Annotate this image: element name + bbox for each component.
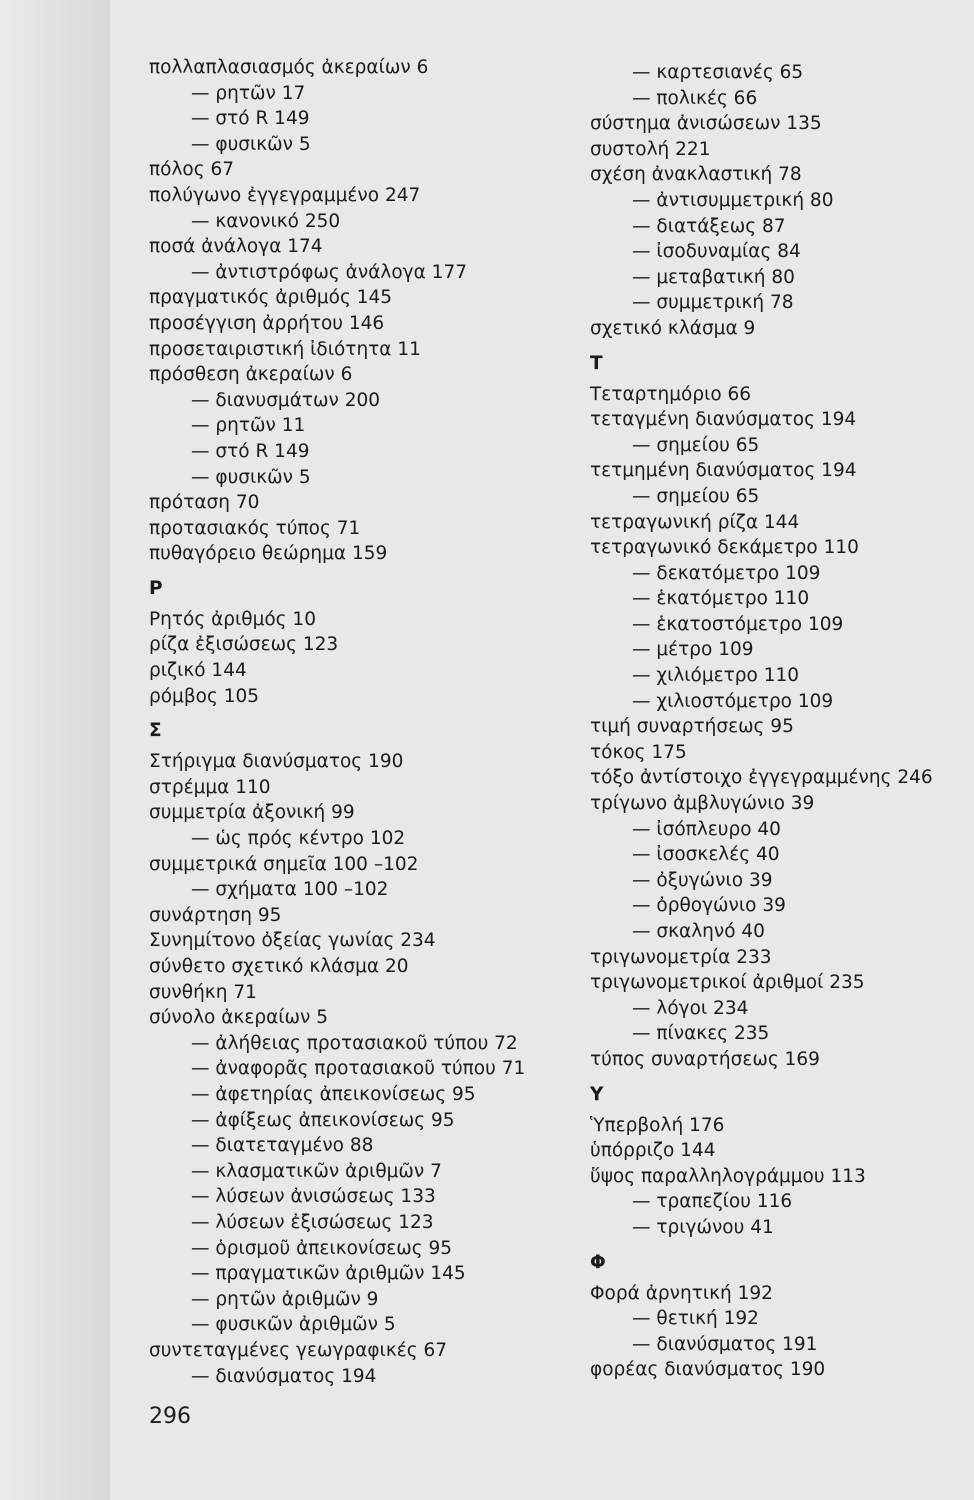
index-subentry: — τριγώνου 41: [632, 1216, 774, 1238]
book-spine-margin: [0, 0, 110, 1500]
index-entry: τύπος συναρτήσεως 169: [590, 1048, 820, 1070]
index-entry: πρόταση 70: [149, 492, 260, 514]
index-subentry: — ἀντιστρόφως ἀνάλογα 177: [191, 261, 467, 283]
index-subentry: — σκαληνό 40: [632, 921, 765, 942]
index-subentry: — ὀξυγώνιο 39: [632, 869, 773, 891]
index-letter-heading: Υ: [590, 1083, 604, 1105]
index-subentry: — φυσικῶν 5: [191, 133, 311, 155]
index-subentry: — πολικές 66: [632, 87, 758, 109]
index-entry: σχέση ἀνακλαστική 78: [590, 164, 802, 186]
index-entry: ὕψος παραλληλογράμμου 113: [590, 1165, 866, 1187]
index-entry: Φορά ἀρνητική 192: [590, 1282, 773, 1304]
index-entry: τριγωνομετρία 233: [590, 946, 772, 968]
index-entry: ρόμβος 105: [149, 685, 260, 707]
index-entry: πραγματικός ἀριθμός 145: [149, 287, 393, 309]
index-entry: τεταγμένη διανύσματος 194: [590, 409, 857, 431]
index-subentry: — σημείου 65: [632, 434, 760, 456]
index-entry: ρίζα ἐξισώσεως 123: [149, 634, 339, 656]
index-entry: σύνολο ἀκεραίων 5: [149, 1007, 329, 1029]
index-subentry: — κανονικό 250: [191, 210, 341, 232]
index-entry: πόλος 67: [149, 159, 235, 181]
index-subentry: — ὁρισμοῦ ἀπεικονίσεως 95: [191, 1237, 453, 1259]
index-subentry: — καρτεσιανές 65: [632, 62, 804, 83]
index-entry: προτασιακός τύπος 71: [149, 517, 361, 539]
index-entry: Ὑπερβολή 176: [590, 1114, 725, 1136]
index-entry: πυθαγόρειο θεώρημα 159: [149, 543, 388, 565]
index-subentry: — διανύσματος 191: [632, 1333, 818, 1355]
index-column-left: [149, 55, 569, 1389]
index-subentry: — ρητῶν 17: [191, 82, 306, 104]
index-subentry: — ἰσοσκελές 40: [632, 844, 780, 866]
index-letter-heading: Σ: [149, 720, 162, 742]
index-entry: συνθήκη 71: [149, 981, 257, 1003]
index-subentry: — λύσεων ἀνισώσεως 133: [191, 1186, 436, 1208]
index-entry: τόκος 175: [590, 741, 687, 763]
index-subentry: — σημείου 65: [632, 485, 760, 507]
index-entry: πολλαπλασιασμός ἀκεραίων 6: [149, 57, 429, 78]
index-subentry: — ἰσοδυναμίας 84: [632, 241, 801, 263]
index-entry: προσέγγιση ἀρρήτου 146: [149, 312, 385, 334]
index-subentry: — διατεταγμένο 88: [191, 1135, 374, 1157]
index-subentry: — ὡς πρός κέντρο 102: [191, 828, 406, 850]
index-entry: Συνημίτονο ὀξείας γωνίας 234: [149, 930, 436, 952]
index-subentry: — ἀφίξεως ἀπεικονίσεως 95: [191, 1109, 455, 1131]
index-subentry: — δεκατόμετρο 109: [632, 562, 821, 584]
index-entry: συντεταγμένες γεωγραφικές 67: [149, 1339, 447, 1361]
index-entry: συμμετρία ἀξονική 99: [149, 802, 355, 824]
index-entry: Στήριγμα διανύσματος 190: [149, 751, 404, 773]
index-entry: τετραγωνικό δεκάμετρο 110: [590, 537, 859, 559]
index-subentry: — ἀναφορᾶς προτασιακοῦ τύπου 71: [191, 1058, 526, 1080]
index-subentry: — ἰσόπλευρο 40: [632, 818, 781, 840]
index-subentry: — πίνακες 235: [632, 1023, 770, 1045]
index-entry: τιμή συναρτήσεως 95: [590, 716, 794, 738]
index-entry: στρέμμα 110: [149, 776, 271, 798]
index-entry: ὑπόρριζο 144: [590, 1140, 716, 1162]
index-letter-heading: Ρ: [149, 577, 163, 599]
index-subentry: — ρητῶν 11: [191, 415, 306, 437]
index-subentry: — μέτρο 109: [632, 639, 754, 661]
index-subentry: — ἀντισυμμετρική 80: [632, 189, 834, 211]
index-entry: σύστημα ἀνισώσεων 135: [590, 113, 822, 135]
index-entry: συστολή 221: [590, 138, 711, 160]
index-entry: τόξο ἀντίστοιχο ἐγγεγραμμένης 246: [590, 767, 933, 789]
index-subentry: — λύσεων ἐξισώσεως 123: [191, 1211, 434, 1233]
index-entry: τετραγωνική ρίζα 144: [590, 511, 800, 533]
index-entry: πρόσθεση ἀκεραίων 6: [149, 364, 353, 386]
page-number: 296: [149, 1404, 191, 1429]
index-entry: τριγωνομετρικοί ἀριθμοί 235: [590, 972, 865, 994]
index-subentry: — κλασματικῶν ἀριθμῶν 7: [191, 1160, 442, 1182]
index-entry: σχετικό κλάσμα 9: [590, 317, 756, 339]
index-letter-heading: Φ: [590, 1251, 606, 1273]
index-entry: τρίγωνο ἀμβλυγώνιο 39: [590, 793, 815, 815]
index-subentry: — ἀλήθειας προτασιακοῦ τύπου 72: [191, 1032, 518, 1054]
index-subentry: — ἀφετηρίας ἀπεικονίσεως 95: [191, 1083, 476, 1105]
index-subentry: — χιλιόμετρο 110: [632, 665, 800, 687]
index-subentry: — συμμετρική 78: [632, 292, 794, 314]
index-entry: τετμημένη διανύσματος 194: [590, 460, 857, 482]
index-subentry: — σχήματα 100 –102: [191, 879, 389, 901]
index-entry: πολύγωνο ἐγγεγραμμένο 247: [149, 184, 421, 206]
index-entry: συνάρτηση 95: [149, 904, 282, 926]
index-subentry: — διατάξεως 87: [632, 215, 786, 237]
index-entry: ποσά ἀνάλογα 174: [149, 236, 323, 258]
index-subentry: — διανυσμάτων 200: [191, 389, 381, 411]
index-subentry: — φυσικῶν ἀριθμῶν 5: [191, 1314, 396, 1336]
index-entry: Τεταρτημόριο 66: [590, 383, 752, 405]
index-subentry: — ἑκατόμετρο 110: [632, 588, 810, 610]
index-subentry: — χιλιοστόμετρο 109: [632, 690, 834, 712]
index-column-right: [590, 60, 960, 1383]
index-subentry: — λόγοι 234: [632, 997, 749, 1019]
index-letter-heading: Τ: [590, 352, 603, 374]
index-subentry: — πραγματικῶν ἀριθμῶν 145: [191, 1263, 466, 1285]
index-entry: Ρητός ἀριθμός 10: [149, 608, 316, 630]
index-entry: σύνθετο σχετικό κλάσμα 20: [149, 956, 409, 977]
index-subentry: — στό R 149: [191, 108, 310, 130]
index-subentry: — στό R 149: [191, 440, 310, 462]
index-subentry: — φυσικῶν 5: [191, 466, 311, 488]
index-entry: φορέας διανύσματος 190: [590, 1359, 826, 1381]
index-entry: προσεταιριστική ἰδιότητα 11: [149, 338, 421, 360]
index-subentry: — ἑκατοστόμετρο 109: [632, 613, 844, 635]
index-subentry: — θετική 192: [632, 1308, 759, 1330]
index-entry: ριζικό 144: [149, 660, 247, 682]
index-subentry: — διανύσματος 194: [191, 1365, 377, 1387]
index-entry: συμμετρικά σημεῖα 100 –102: [149, 853, 419, 875]
index-subentry: — μεταβατική 80: [632, 266, 795, 288]
index-subentry: — ρητῶν ἀριθμῶν 9: [191, 1288, 379, 1310]
index-subentry: — ὀρθογώνιο 39: [632, 895, 786, 917]
index-subentry: — τραπεζίου 116: [632, 1191, 793, 1213]
